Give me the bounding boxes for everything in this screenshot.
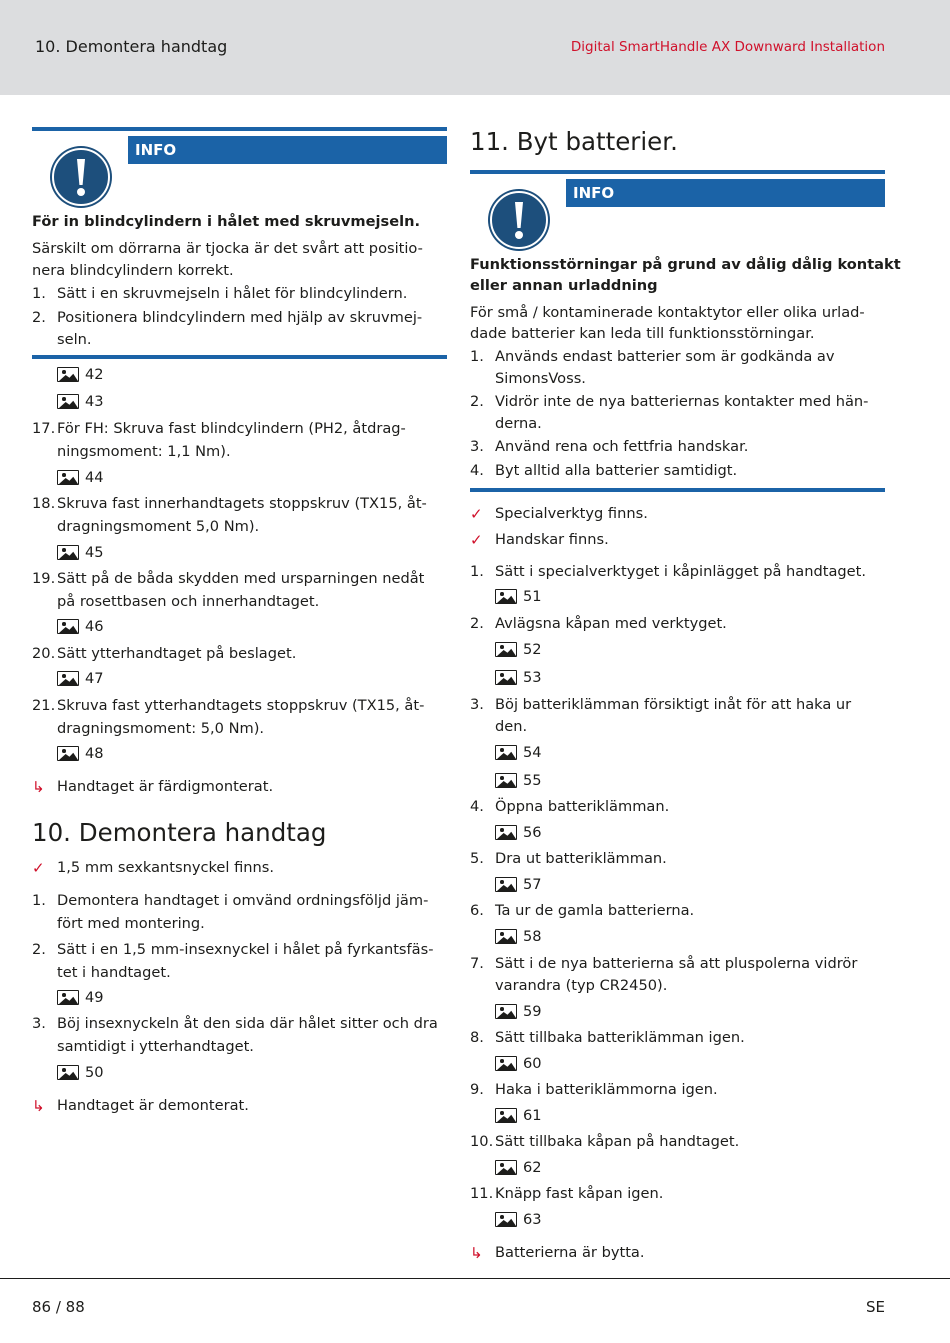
info-label-box [128, 136, 447, 164]
step-text: seln. [57, 331, 92, 348]
image-icon [495, 670, 517, 685]
image-icon [57, 394, 79, 409]
info-text-line: nera blindcylindern korrekt. [32, 262, 234, 279]
image-icon [495, 745, 517, 760]
step-text: Sätt i en skruvmejseln i hålet för blindcylindern. [57, 285, 408, 302]
image-icon [57, 746, 79, 761]
info-title-line: Funktionsstörningar på grund av dålig dålig kontakt [470, 256, 901, 273]
image-icon [57, 470, 79, 485]
info-label: INFO [135, 141, 177, 159]
section-title: 11. Byt batterier. [470, 127, 678, 156]
result-arrow-icon: ↳ [32, 1097, 45, 1115]
info-text-line: Särskilt om dörrarna är tjocka är det svårt att positio- [32, 240, 423, 257]
image-icon [495, 1056, 517, 1071]
header-product-title: Digital SmartHandle AX Downward Installation [570, 39, 885, 55]
info-top-rule [470, 170, 885, 174]
language-code: SE [866, 1298, 885, 1316]
info-bottom-rule [32, 355, 447, 359]
image-icon [57, 671, 79, 686]
page-number: 86 / 88 [32, 1298, 85, 1316]
info-top-rule [32, 127, 447, 131]
image-icon [495, 1160, 517, 1175]
checkmark-icon: ✓ [470, 505, 483, 523]
image-icon [495, 642, 517, 657]
section-title: 10. Demontera handtag [32, 818, 327, 847]
image-icon [495, 877, 517, 892]
info-text-line: För små / kontaminerade kontaktytor eller olika urlad- [470, 304, 865, 321]
image-icon [57, 1065, 79, 1080]
step-text: Positionera blindcylindern med hjälp av skruvmej- [57, 309, 423, 326]
image-icon [57, 619, 79, 634]
image-icon [495, 929, 517, 944]
result-arrow-icon: ↳ [470, 1244, 483, 1262]
header-section-title: 10. Demontera handtag [35, 37, 228, 56]
footer-rule [0, 1278, 950, 1279]
image-icon [57, 367, 79, 382]
image-icon [495, 1108, 517, 1123]
step-number: 1. [32, 285, 46, 302]
image-icon [57, 545, 79, 560]
info-text-line: dade batterier kan leda till funktionsstörningar. [470, 325, 815, 342]
image-icon [495, 773, 517, 788]
info-label: INFO [573, 184, 615, 202]
page-header [0, 0, 950, 95]
result-arrow-icon: ↳ [32, 778, 45, 796]
checkmark-icon: ✓ [470, 531, 483, 549]
image-icon [495, 589, 517, 604]
image-icon [495, 1212, 517, 1227]
image-icon [495, 1004, 517, 1019]
image-icon [57, 990, 79, 1005]
info-label-box [566, 179, 885, 207]
exclamation-icon [52, 148, 110, 206]
checkmark-icon: ✓ [32, 859, 45, 877]
step-number: 2. [32, 309, 46, 326]
info-title: För in blindcylindern i hålet med skruvmejseln. [32, 213, 421, 230]
exclamation-icon [490, 191, 548, 249]
info-bottom-rule [470, 488, 885, 492]
info-title-line: eller annan urladdning [470, 277, 658, 294]
image-icon [495, 825, 517, 840]
